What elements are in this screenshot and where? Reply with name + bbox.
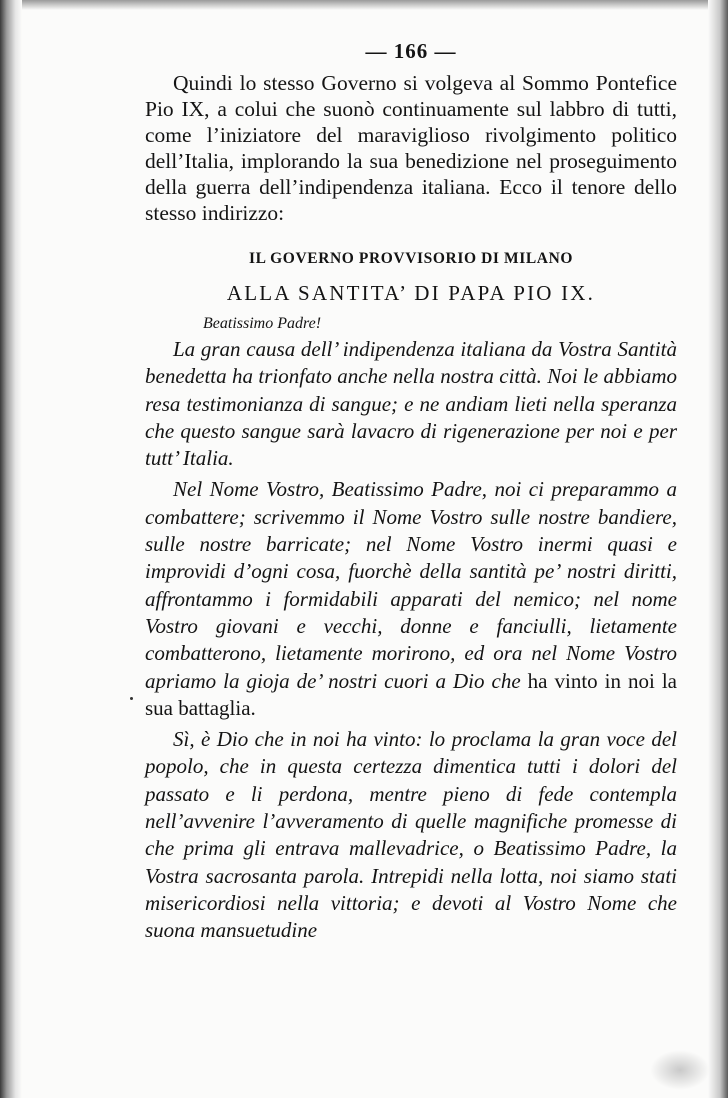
page-right-shadow [708,0,728,1098]
letter-paragraph-3: Sì, è Dio che in noi ha vinto: lo proclama la gran voce del popolo, che in questa certezza dimentica tutti i dolori del passato e li perdona, mentre pieno di fede contempla nell’avvenire l’avveramento di quelle magnifiche promesse di che prima gli entrava mallevadrice, o Beatissimo Padre, la Vostra sacrosanta parola. Intrepidi nella lotta, noi siamo stati misericordiosi nella vittoria; e devoti al Vostro Nome che suona mansuetudine [145,727,677,943]
letter-sender-heading: IL GOVERNO PROVVISORIO DI MILANO [248,250,574,267]
letter-paragraph-2 [145,476,677,722]
letter-recipient-heading: ALLA SANTITA’ DI PAPA PIO IX. [226,281,596,305]
intro-paragraph-block [145,70,677,226]
letter-paragraph-2-roman: ha vinto in noi la sua battaglia. [145,668,677,720]
letter-paragraph-1: La gran causa dell’ indipendenza italiana da Vostra Santità benedetta ha trionfato anche nella nostra città. Noi le abbiamo resa testimonianza di sangue; e ne andiam lieti nella speranza che questo sangue sarà lavacro di rigenerazione per noi e per tutt’ Italia. [145,337,677,471]
intro-paragraph: Quindi lo stesso Governo si volgeva al Sommo Pontefice Pio IX, a colui che suonò continuamente sul labbro di tutti, come l’iniziatore del maraviglioso rivolgimento politico dell’Italia, implorando la sua benedizione nel proseguimento della guerra dell’indipendenza italiana. Ecco il tenore dello stesso indirizzo: [145,71,677,225]
letter-paragraph-2-italic: Nel Nome Vostro, Beatissimo Padre, noi ci preparammo a combattere; scrivemmo il Nome Vostro sulle nostre bandiere, sulle nostre barricate; nel Nome Vostro inermi quasi e improvidi d’ogni cosa, fuorchè della santità pe’ nostri diritti, affrontammo i formidabili apparati del nemico; nel nome Vostro giovani e vecchi, donne e fanciulli, lietamente combatterono, lietamente morirono, ed ora nel Nome Vostro apriamo la gioja de’ nostri cuori a Dio che [145,477,677,693]
page-top-shadow [0,0,728,10]
page-number: — 166 — [365,39,457,63]
page-left-shadow [0,0,22,1098]
margin-mark [130,697,133,700]
letter-body [145,336,677,945]
text-block [145,38,677,945]
paper-stain [650,1050,710,1090]
letter-salutation: Beatissimo Padre! [203,315,322,332]
